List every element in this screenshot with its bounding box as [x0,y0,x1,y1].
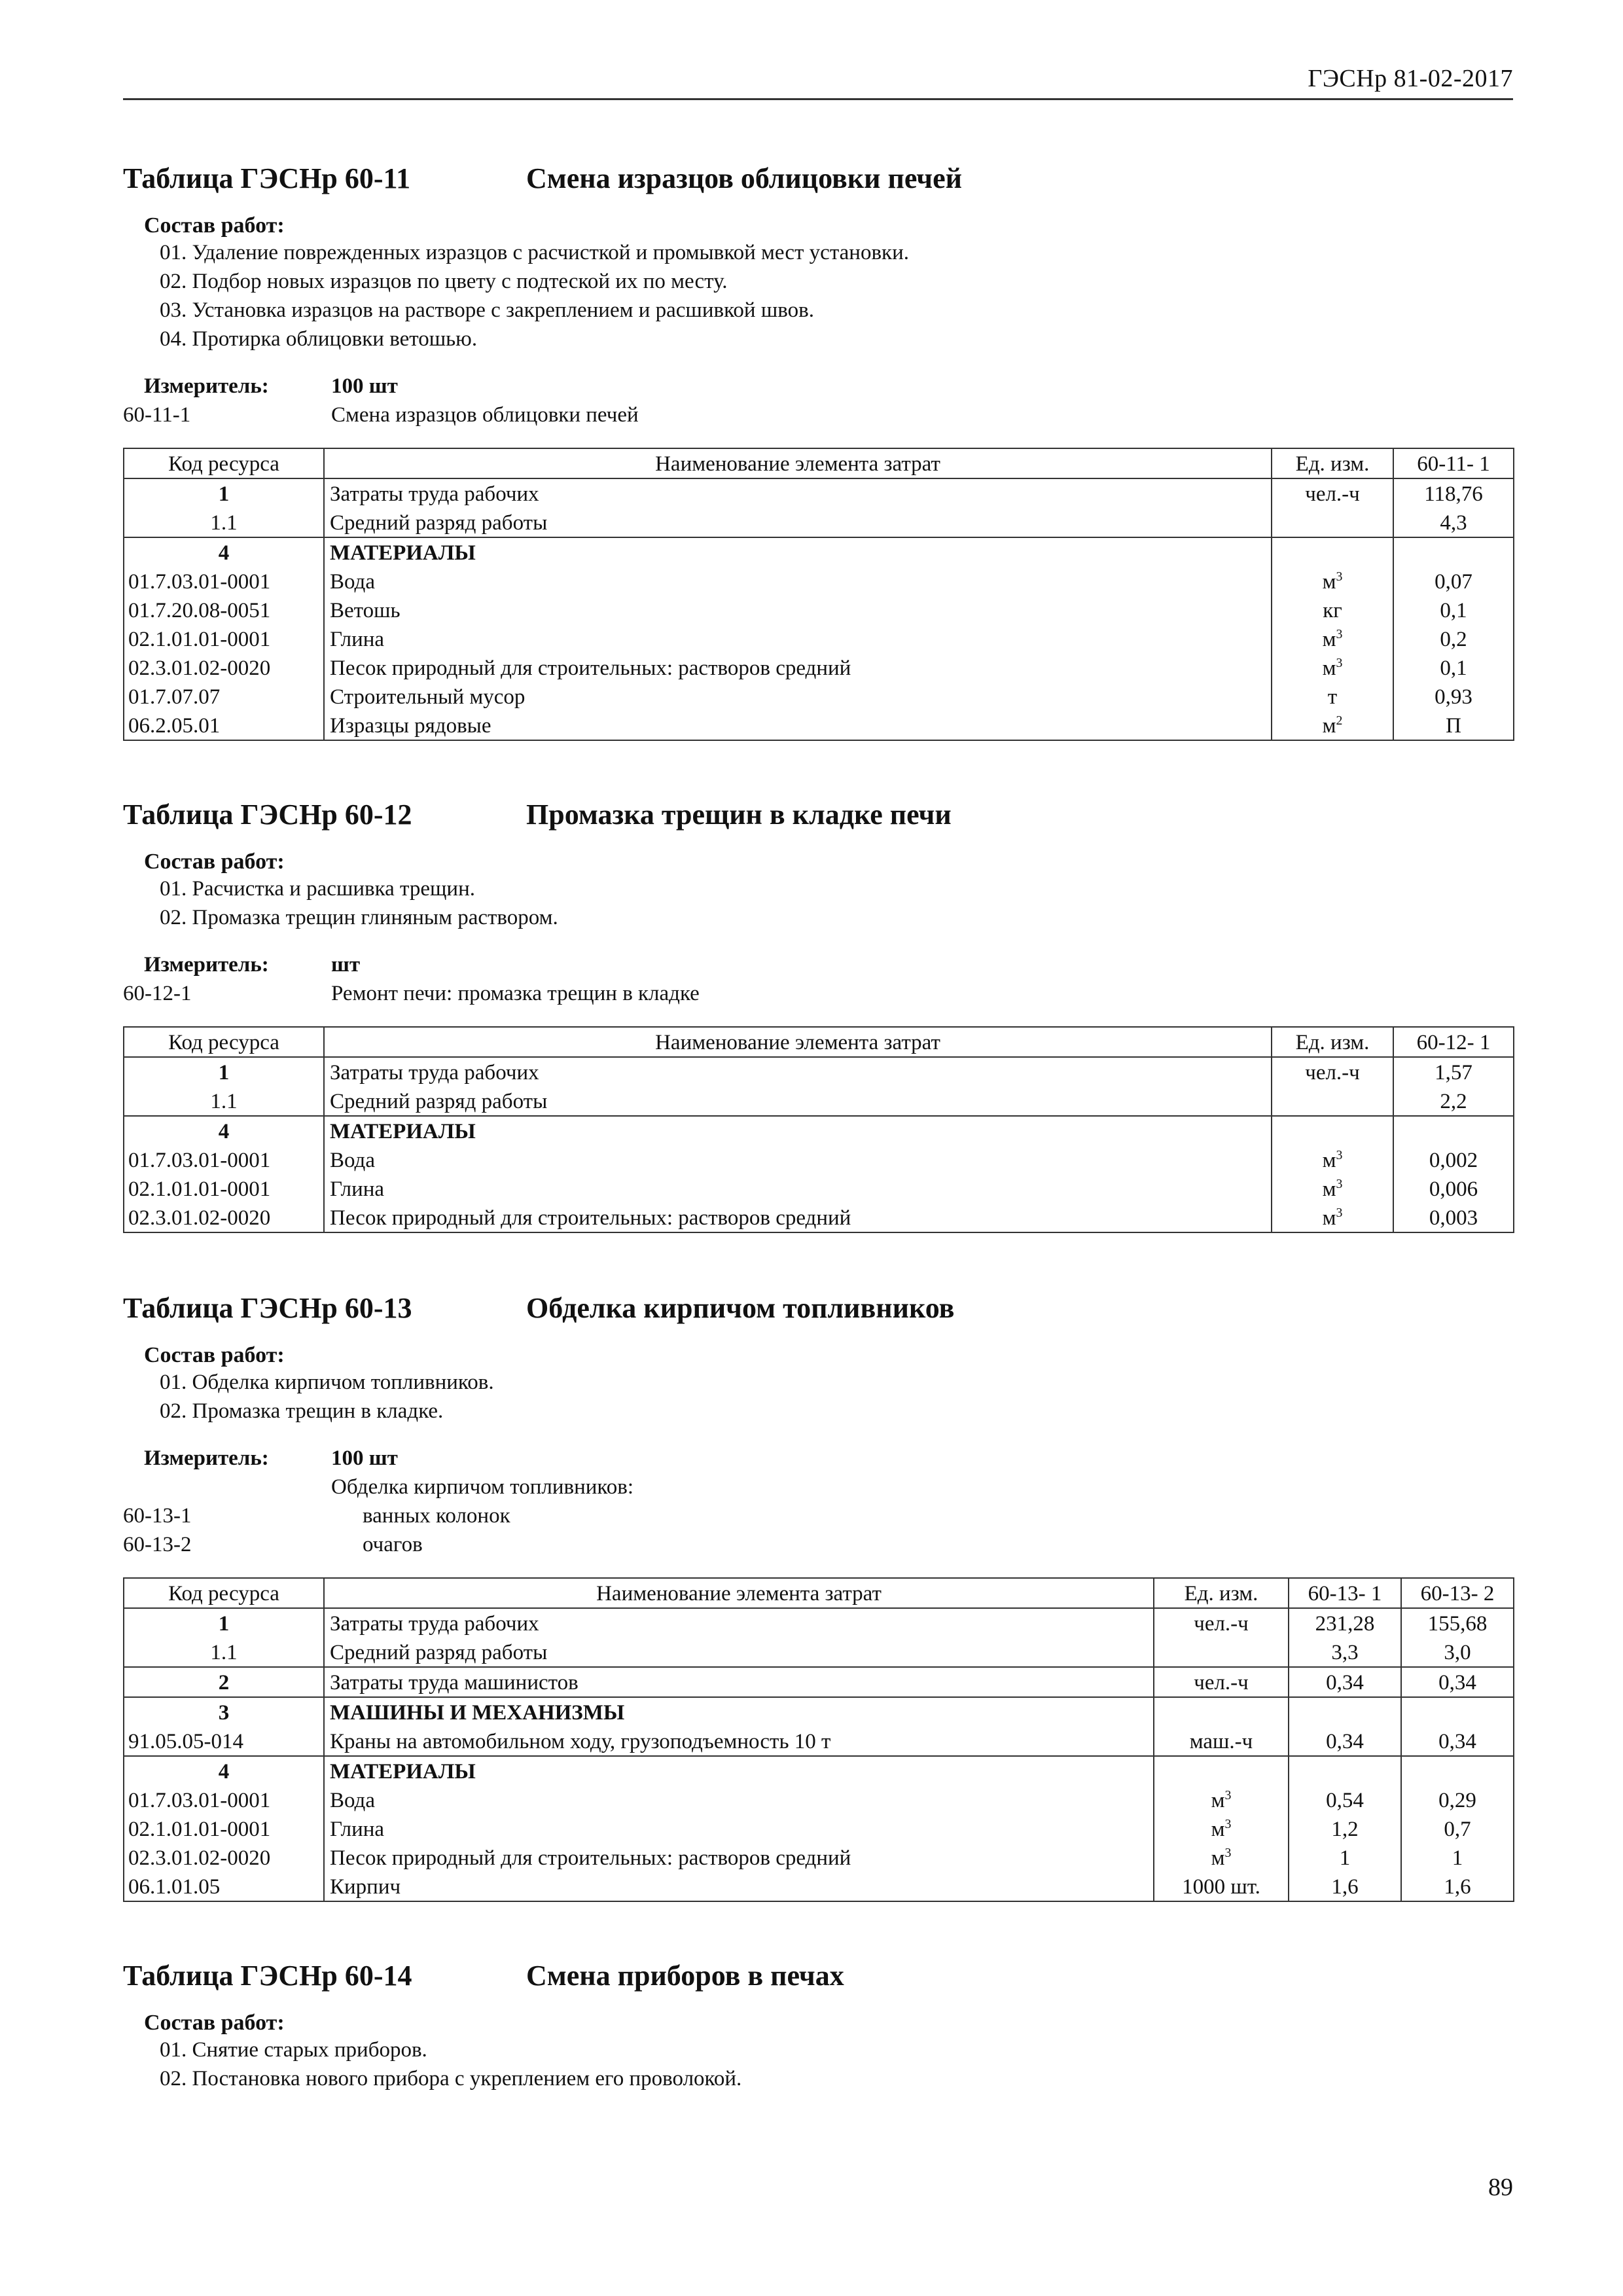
resource-table [123,448,1514,741]
header-divider [123,98,1513,100]
cell-code: 06.1.01.05 [124,1872,324,1901]
col-header-code: Код ресурса [124,1027,324,1057]
cell-name: Средний разряд работы [324,508,1272,537]
col-header-name: Наименование элемента затрат [324,1027,1272,1057]
table-row [124,1086,1514,1116]
work-item: 01. Расчистка и расшивка трещин. [160,877,475,901]
cell-name: Вода [324,1145,1272,1174]
cell-name: Затраты труда рабочих [324,1057,1272,1086]
cell-value: 0,1 [1393,596,1514,624]
cell-code: 06.2.05.01 [124,711,324,740]
norm-group-name: Обделка кирпичом топливников: [331,1475,634,1499]
table-row [124,1843,1514,1872]
meter-label: Измеритель: [144,374,269,398]
cell-value [1289,1697,1401,1727]
norm-row [123,979,1513,1008]
col-header-code: Код ресурса [124,448,324,478]
work-item: 02. Промазка трещин глиняным раствором. [160,906,558,929]
table-row [124,508,1514,537]
cell-unit: т [1272,682,1393,711]
page-number: 89 [1488,2174,1513,2201]
cell-unit: $м^3$ [1272,1174,1393,1203]
section-title [123,792,1513,831]
cell-code: 3 [124,1697,324,1727]
cell-value: 0,07 [1393,567,1514,596]
table-code: Таблица ГЭСНр 60-12 [123,798,412,831]
meter-value: 100 шт [331,374,398,398]
cell-unit [1272,537,1393,567]
work-item: 02. Промазка трещин в кладке. [160,1399,444,1423]
cell-unit: 1000 шт. [1154,1872,1289,1901]
cell-code: 4 [124,537,324,567]
cell-unit: чел.-ч [1272,1057,1393,1086]
table-row [124,1872,1514,1901]
cell-value: 2,2 [1393,1086,1514,1116]
cell-unit: $м^2$ [1272,711,1393,740]
table-row [124,1667,1514,1697]
meter-value: 100 шт [331,1446,398,1470]
cell-value: 0,006 [1393,1174,1514,1203]
cell-name: Песок природный для строительных: растворов средний [324,653,1272,682]
table-row [124,1145,1514,1174]
cell-value: 1,6 [1289,1872,1401,1901]
cell-value: П [1393,711,1514,740]
table-row [124,567,1514,596]
norm-group-row [123,1473,1513,1501]
col-header-unit: Ед. изм. [1272,448,1393,478]
cell-name: Вода [324,567,1272,596]
cell-code: 1.1 [124,1638,324,1667]
cell-code: 01.7.03.01-0001 [124,1785,324,1814]
cell-value: 0,1 [1393,653,1514,682]
norm-code: 60-12-1 [123,982,192,1005]
col-header-norm: 60-13- 2 [1401,1578,1514,1608]
section-60-14 [123,1953,1513,2093]
meter-row [123,372,1513,401]
table-row [124,596,1514,624]
table-row [124,624,1514,653]
table-row [124,1638,1514,1667]
meter-row [123,950,1513,979]
resource-table [123,1026,1514,1233]
cell-unit: $м^3$ [1154,1814,1289,1843]
cell-unit: кг [1272,596,1393,624]
cell-value [1393,1116,1514,1145]
table-row [124,1174,1514,1203]
cell-value: 0,34 [1401,1667,1514,1697]
cell-code: 01.7.03.01-0001 [124,1145,324,1174]
table-row [124,1785,1514,1814]
cell-name: Кирпич [324,1872,1154,1901]
cell-value: 0,29 [1401,1785,1514,1814]
cell-name: Песок природный для строительных: растворов средний [324,1843,1154,1872]
meter-row [123,1444,1513,1473]
work-item: 02. Подбор новых изразцов по цвету с подтеской их по месту. [160,270,728,293]
cell-name: Вода [324,1785,1154,1814]
section-60-11 [123,156,1513,741]
cell-code: 1.1 [124,508,324,537]
cell-unit [1272,1116,1393,1145]
cell-code: 1 [124,1057,324,1086]
cell-name: Затраты труда рабочих [324,478,1272,508]
cell-value: 1 [1401,1843,1514,1872]
cell-name: Песок природный для строительных: растворов средний [324,1203,1272,1232]
col-header-name: Наименование элемента затрат [324,448,1272,478]
table-row [124,653,1514,682]
table-title: Смена приборов в печах [526,1960,844,1992]
cell-value [1289,1756,1401,1785]
table-title: Обделка кирпичом топливников [526,1292,955,1324]
table-header-row [124,1578,1514,1608]
cell-unit: чел.-ч [1272,478,1393,508]
work-item: 01. Обделка кирпичом топливников. [160,1371,494,1394]
table-code: Таблица ГЭСНр 60-11 [123,162,411,194]
cell-value: 1,2 [1289,1814,1401,1843]
cell-code: 02.3.01.02-0020 [124,1203,324,1232]
cell-name: Средний разряд работы [324,1086,1272,1116]
cell-value: 0,7 [1401,1814,1514,1843]
table-row [124,1727,1514,1756]
table-row [124,682,1514,711]
norm-row [123,1501,1513,1530]
norm-code: 60-11-1 [123,403,191,427]
cell-code: 02.3.01.02-0020 [124,1843,324,1872]
cell-name: Ветошь [324,596,1272,624]
cell-value: 0,002 [1393,1145,1514,1174]
section-title [123,1285,1513,1325]
cell-name: Изразцы рядовые [324,711,1272,740]
col-header-norm: 60-11- 1 [1393,448,1514,478]
cell-value: 155,68 [1401,1608,1514,1638]
table-header-row [124,448,1514,478]
cell-unit: чел.-ч [1154,1667,1289,1697]
cell-code: 1 [124,478,324,508]
cell-value: 3,0 [1401,1638,1514,1667]
section-60-13 [123,1285,1513,1902]
norm-row [123,1530,1513,1559]
col-header-norm: 60-13- 1 [1289,1578,1401,1608]
cell-code: 2 [124,1667,324,1697]
cell-value: 118,76 [1393,478,1514,508]
cell-unit: $м^3$ [1272,567,1393,596]
table-row [124,1756,1514,1785]
cell-unit: $м^3$ [1272,624,1393,653]
table-title: Смена изразцов облицовки печей [526,162,962,194]
work-item: 02. Постановка нового прибора с укреплением его проволокой. [160,2067,742,2090]
cell-unit: $м^3$ [1272,1145,1393,1174]
meter-value: шт [331,953,361,977]
work-item: 01. Снятие старых приборов. [160,2038,427,2062]
norm-name: Ремонт печи: промазка трещин в кладке [331,982,700,1005]
cell-value: 4,3 [1393,508,1514,537]
cell-name: МАТЕРИАЛЫ [324,537,1272,567]
cell-code: 01.7.20.08-0051 [124,596,324,624]
norm-row [123,401,1513,429]
cell-value: 231,28 [1289,1608,1401,1638]
cell-name: Затраты труда машинистов [324,1667,1154,1697]
cell-name: МАТЕРИАЛЫ [324,1756,1154,1785]
cell-value [1401,1697,1514,1727]
cell-value: 1,6 [1401,1872,1514,1901]
table-header-row [124,1027,1514,1057]
table-row [124,711,1514,740]
meter-label: Измеритель: [144,1446,269,1470]
cell-unit [1272,1086,1393,1116]
cell-unit: маш.-ч [1154,1727,1289,1756]
table-row [124,1608,1514,1638]
cell-unit: $м^3$ [1272,653,1393,682]
cell-code: 4 [124,1756,324,1785]
norm-code: 60-13-1 [123,1504,192,1528]
table-row [124,478,1514,508]
cell-name: Глина [324,624,1272,653]
col-header-code: Код ресурса [124,1578,324,1608]
cell-unit: $м^3$ [1154,1785,1289,1814]
col-header-unit: Ед. изм. [1154,1578,1289,1608]
cell-value: 0,93 [1393,682,1514,711]
table-row [124,1814,1514,1843]
section-60-12 [123,792,1513,1233]
cell-value: 0,2 [1393,624,1514,653]
cell-name: МАТЕРИАЛЫ [324,1116,1272,1145]
table-row [124,1057,1514,1086]
cell-name: МАШИНЫ И МЕХАНИЗМЫ [324,1697,1154,1727]
cell-name: Глина [324,1814,1154,1843]
norm-name: ванных колонок [363,1504,510,1528]
cell-unit [1154,1756,1289,1785]
cell-name: Затраты труда рабочих [324,1608,1154,1638]
norm-name: Смена изразцов облицовки печей [331,403,639,427]
cell-value: 3,3 [1289,1638,1401,1667]
table-row [124,1203,1514,1232]
cell-unit: чел.-ч [1154,1608,1289,1638]
cell-code: 02.1.01.01-0001 [124,1174,324,1203]
cell-unit [1154,1697,1289,1727]
cell-name: Строительный мусор [324,682,1272,711]
cell-code: 01.7.07.07 [124,682,324,711]
cell-name: Средний разряд работы [324,1638,1154,1667]
work-composition-label: Состав работ: [144,213,285,238]
cell-code: 02.1.01.01-0001 [124,624,324,653]
cell-value: 0,34 [1289,1667,1401,1697]
section-title [123,1953,1513,1992]
cell-code: 1 [124,1608,324,1638]
meter-label: Измеритель: [144,953,269,977]
work-item: 03. Установка изразцов на растворе с закреплением и расшивкой швов. [160,298,814,322]
table-row [124,1116,1514,1145]
table-code: Таблица ГЭСНр 60-14 [123,1960,412,1992]
cell-value [1401,1756,1514,1785]
work-item: 01. Удаление поврежденных изразцов с расчисткой и промывкой мест установки. [160,241,909,264]
cell-name: Глина [324,1174,1272,1203]
col-header-unit: Ед. изм. [1272,1027,1393,1057]
cell-unit: $м^3$ [1154,1843,1289,1872]
cell-unit: $м^3$ [1272,1203,1393,1232]
cell-unit [1154,1638,1289,1667]
cell-value: 0,003 [1393,1203,1514,1232]
cell-code: 02.3.01.02-0020 [124,653,324,682]
doc-code-header: ГЭСНр 81-02-2017 [1308,65,1513,92]
cell-code: 02.1.01.01-0001 [124,1814,324,1843]
cell-value: 1 [1289,1843,1401,1872]
cell-value: 0,34 [1401,1727,1514,1756]
cell-code: 1.1 [124,1086,324,1116]
norm-code: 60-13-2 [123,1533,192,1556]
cell-unit [1272,508,1393,537]
work-composition-label: Состав работ: [144,850,285,874]
norm-name: очагов [363,1533,423,1556]
cell-value: 1,57 [1393,1057,1514,1086]
col-header-name: Наименование элемента затрат [324,1578,1154,1608]
table-row [124,537,1514,567]
col-header-norm: 60-12- 1 [1393,1027,1514,1057]
cell-code: 01.7.03.01-0001 [124,567,324,596]
cell-name: Краны на автомобильном ходу, грузоподъемность 10 т [324,1727,1154,1756]
resource-table [123,1577,1514,1902]
cell-value: 0,54 [1289,1785,1401,1814]
table-row [124,1697,1514,1727]
section-title [123,156,1513,195]
table-title: Промазка трещин в кладке печи [526,798,952,831]
work-composition-label: Состав работ: [144,2011,285,2035]
cell-code: 4 [124,1116,324,1145]
cell-value: 0,34 [1289,1727,1401,1756]
table-code: Таблица ГЭСНр 60-13 [123,1292,412,1324]
work-composition-label: Состав работ: [144,1343,285,1367]
cell-code: 91.05.05-014 [124,1727,324,1756]
work-item: 04. Протирка облицовки ветошью. [160,327,478,351]
cell-value [1393,537,1514,567]
